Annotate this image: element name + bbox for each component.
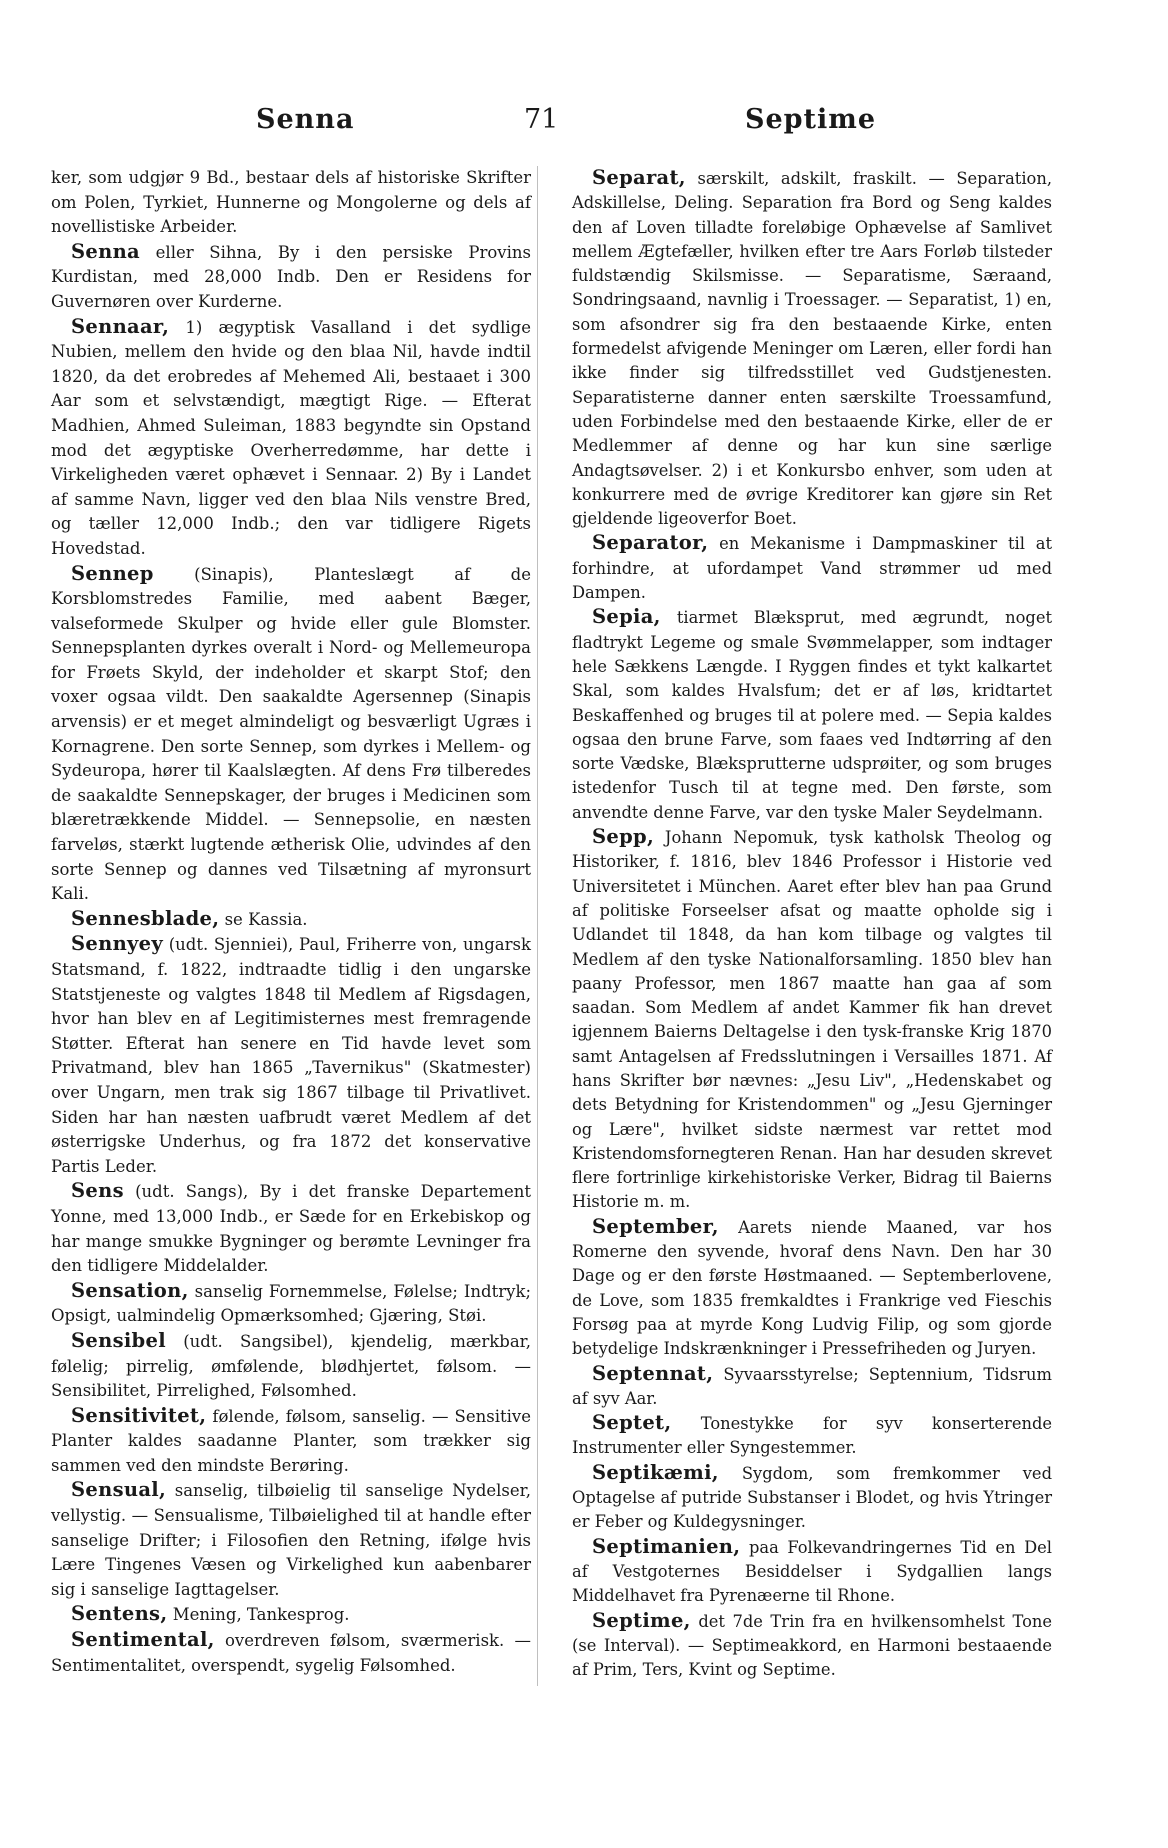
entry-headword: Septennat, (592, 1361, 714, 1385)
dictionary-entry (572, 1461, 1052, 1535)
column-divider (537, 166, 538, 1686)
dictionary-entry (572, 605, 1052, 825)
entry-text: Johann Nepomuk, tysk katholsk Theolog og Historiker, f. 1816, blev 1846 Professor i Historie ved Universitetet i München. Aaret efter blev han paa Grund af politiske Forseelser afsat og maatte opholde sig i Udlandet til 1848, da han kom tilbage og valgtes til Medlem af den tyske Nationalforsamling. 1850 blev han paany Professor, men 1867 maatte han gaa af som saadan. Som Medlem af andet Kammer fik han drevet igjennem Baierns Deltagelse i den tysk-franske Krig 1870 samt Antagelsen af Fredsslutningen i Versailles 1871. Af hans Skrifter bør nævnes: „Jesu Liv", „Hedenskabet og dets Betydning for Kristendommen" og „Jesu Gjerninger og Lære", hvilket sidste nærmest var rettet mod Kristendomsfornegteren Renan. Han har desuden skrevet flere fortrinlige kirkehistoriske Verker, Bidrag til Baierns Historie m. m. (572, 828, 1052, 1212)
entry-headword: Sentimental, (71, 1628, 215, 1652)
entry-text: særskilt, adskilt, fraskilt. — Separation, Adskillelse, Deling. Separation fra Bord og Seng kaldes den af Loven tilladte foreløbige Ophævelse af Samlivet mellem Ægtefæller, hvilken efter tre Aars Forløb tilsteder fuldstændig Skilsmisse. — Separatisme, Særaand, Sondringsaand, navnlig i Troessager. — Separatist, 1) en, som afsondrer sig fra den bestaaende Kirke, enten formedelst afvigende Meninger om Læren, eller fordi han ikke finder sig tilfredsstillet ved Gudstjenesten. Separatisterne danner enten særskilte Troessamfund, uden Forbindelse med den bestaaende Kirke, eller de er Medlemmer af denne og har kun sine særlige Andagtsøvelser. 2) i et Konkursbo enhver, som uden at konkurrere med de øvrige Kreditorer kan gjøre sin Ret gjeldende ligeoverfor Boet. (572, 169, 1052, 529)
dictionary-entry (51, 932, 531, 1179)
dictionary-entry (51, 315, 531, 562)
dictionary-entry (51, 240, 531, 315)
entry-text: paa Folkevandringernes Tid en Del af Vestgoternes Besiddelser i Sydgallien langs Middelhavet fra Pyrenæerne til Rhone. (572, 1537, 1052, 1606)
entry-text: (udt. Sangs), By i det franske Departement Yonne, med 13,000 Indb., er Sæde for en Erkebiskop og har mange smukke Bygninger og berømte Levninger fra den tidligere Middelalder. (51, 1182, 532, 1276)
dictionary-entry (572, 825, 1052, 1215)
header-right-word: Septime (745, 104, 877, 135)
page-number: 71 (524, 104, 559, 135)
entry-headword: Sensibel (71, 1328, 166, 1352)
dictionary-entry (51, 1404, 531, 1479)
dictionary-entry (51, 1329, 531, 1404)
entry-headword: Septimanien, (592, 1534, 741, 1558)
entry-text: Sygdom, som fremkommer ved Optagelse af putride Substanser i Blodet, og hvis Ytringer er Feber og Kuldegysninger. (572, 1463, 1052, 1532)
entry-headword: Septet, (592, 1411, 672, 1435)
dictionary-entry (572, 1362, 1052, 1412)
entry-text: (udt. Sangsibel), kjendelig, mærkbar, følelig; pirrelig, ømfølende, blødhjertet, følsom. — Sensibilitet, Pirrelighed, Følsomhed. (51, 1331, 531, 1401)
dictionary-entry (572, 166, 1052, 531)
entry-text: (Sinapis), Planteslægt af de Korsblomstredes Familie, med aabent Bæger, valseformede Skulper og hvide eller gule Blomster. Sennepsplanten dyrkes overalt i Nord- og Mellemeuropa for Frøets Skyld, der indeholder et skarpt Stof; den voxer ogsaa vildt. Den saakaldte Agersennep (Sinapis arvensis) er et meget almindeligt og besværligt Ugræs i Kornagrene. Den sorte Sennep, som dyrkes i Mellem- og Sydeuropa, hører til Kaalslægten. Af dens Frø tilberedes de saakaldte Sennepskager, der bruges i Medicinen som blæretrækkende Middel. — Sennepsolie, en næsten farveløs, stærkt lugtende ætherisk Olie, udvindes af den sorte Sennep og dannes ved Tilsætning af myronsurt Kali. (51, 564, 531, 904)
dictionary-entry (51, 562, 531, 907)
entry-text: sanselig, tilbøielig til sanselige Nydelser, vellystig. — Sensualisme, Tilbøielighed til at handle efter sanselige Drifter; i Filosofien den Retning, ifølge hvis Lære Tingenes Væsen og Virkelighed kun aabenbarer sig i sanselige Iagttagelser. (51, 1481, 531, 1599)
entry-headword: Sepp, (592, 825, 655, 849)
entry-headword: Sensitivitet, (71, 1403, 207, 1427)
dictionary-entry (51, 907, 531, 933)
entry-headword: Sennesblade, (71, 906, 220, 930)
header-left-word: Senna (256, 104, 355, 135)
right-column (572, 166, 1052, 1682)
entry-text: 1) ægyptisk Vasalland i det sydlige Nubien, mellem den hvide og den blaa Nil, havde indtil 1820, da det erobredes af Mehemed Ali, bestaaet i 300 Aar som et selvstændigt, mægtigt Rige. — Efterat Madhien, Ahmed Suleiman, 1883 begyndte sin Opstand mod det ægyptiske Overherredømme, har dette i Virkeligheden været ophævet i Sennaar. 2) By i Landet af samme Navn, ligger ved den blaa Nils venstre Bred, og tæller 12,000 Indb.; den var tidligere Rigets Hovedstad. (51, 317, 531, 558)
entry-headword: Sens (71, 1179, 124, 1203)
dictionary-entry (572, 1609, 1052, 1683)
dictionary-entry (51, 1279, 531, 1329)
entry-headword: Sennaar, (71, 314, 170, 338)
entry-text: tiarmet Blæksprut, med ægrundt, noget fladtrykt Legeme og smale Svømmelapper, som indtager hele Sækkens Længde. I Ryggen findes et tykt kalkartet Skal, som kaldes Hvalsfum; det er af løs, kridtartet Beskaffenhed og bruges til at polere med. — Sepia kaldes ogsaa den brune Farve, som faaes ved Indtørring af den sorte Vædske, Blæksprutterne udsprøiter, og som bruges istedenfor Tusch til at tegne med. Den første, som anvendte denne Farve, var den tyske Maler Seydelmann. (572, 608, 1052, 822)
dictionary-entry (51, 1602, 531, 1628)
entry-text: Syvaarsstyrelse; Septennium, Tidsrum af syv Aar. (572, 1364, 1052, 1408)
entry-text: se Kassia. (224, 909, 308, 929)
entry-headword: Senna (71, 239, 140, 263)
entry-text: (udt. Sjenniei), Paul, Friherre von, ungarsk Statsmand, f. 1822, indtraadte tidlig i den ungarske Statstjeneste og valgtes 1848 til Medlem af Rigsdagen, hvor han blev en af Legitimisternes mest fremragende Støtter. Efterat han senere en Tid havde levet som Privatmand, blev han 1865 „Tavernikus" (Skatmester) over Ungarn, men trak sig 1867 tilbage til Privatlivet. Siden har han næsten uafbrudt været Medlem af det østerrigske Underhus, og fra 1872 det konservative Partis Leder. (51, 935, 531, 1176)
dictionary-entry (572, 1215, 1052, 1362)
entry-text: eller Sihna, By i den persiske Provins Kurdistan, med 28,000 Indb. Den er Residens for Guvernøren over Kurderne. (51, 242, 532, 311)
entry-headword: Septime, (592, 1608, 691, 1632)
entry-text: en Mekanisme i Dampmaskiner til at forhindre, at ufordampet Vand strømmer ud med Dampen. (572, 534, 1052, 603)
dictionary-entry (572, 1535, 1052, 1609)
entry-text: det 7de Trin fra en hvilkensomhelst Tone (se Interval). — Septimeakkord, en Harmoni bestaaende af Prim, Ters, Kvint og Septime. (572, 1611, 1052, 1680)
dictionary-entry (51, 166, 531, 240)
entry-headword: Sepia, (592, 605, 661, 629)
entry-text: Aarets niende Maaned, var hos Romerne den syvende, hvoraf dens Navn. Den har 30 Dage og er den første Høstmaaned. — Septemberlovene, de Love, som 1835 fremkaldtes i Frankrige ved Fieschis Forsøg paa at myrde Kong Ludvig Filip, og som gjorde betydelige Indskrænkninger i Pressefriheden og Juryen. (572, 1217, 1052, 1359)
entry-headword: September, (592, 1214, 719, 1238)
entry-text: Mening, Tankesprog. (172, 1605, 350, 1625)
page-header (0, 104, 1168, 144)
dictionary-entry (51, 1179, 531, 1278)
entry-headword: Septikæmi, (592, 1460, 719, 1484)
entry-text: overdreven følsom, sværmerisk. — Sentimentalitet, overspendt, sygelig Følsomhed. (51, 1631, 532, 1675)
entry-text: følende, følsom, sanselig. — Sensitive Planter kaldes saadanne Planter, som trækker sig sammen ved den mindste Berøring. (51, 1406, 531, 1475)
entry-text: Tonestykke for syv konserterende Instrumenter eller Syngestemmer. (572, 1414, 1052, 1458)
dictionary-entry (51, 1628, 531, 1678)
entry-headword: Separator, (592, 531, 709, 555)
entry-text: sanselig Fornemmelse, Følelse; Indtryk; Opsigt, ualmindelig Opmærksomhed; Gjæring, Støi. (51, 1281, 532, 1326)
left-column (51, 166, 531, 1678)
entry-headword: Sennyey (71, 932, 164, 956)
dictionary-entry (572, 531, 1052, 605)
entry-headword: Sensation, (71, 1278, 189, 1302)
entry-headword: Sentens, (71, 1602, 168, 1626)
dictionary-entry (51, 1478, 531, 1602)
dictionary-entry (572, 1411, 1052, 1461)
entry-headword: Separat, (592, 166, 686, 189)
entry-headword: Sennep (71, 561, 154, 585)
entry-text: ker, som udgjør 9 Bd., bestaar dels af historiske Skrifter om Polen, Tyrkiet, Hunnerne og Mongolerne og dels af novellistiske Arbeider. (51, 168, 531, 237)
entry-headword: Sensual, (71, 1478, 167, 1502)
